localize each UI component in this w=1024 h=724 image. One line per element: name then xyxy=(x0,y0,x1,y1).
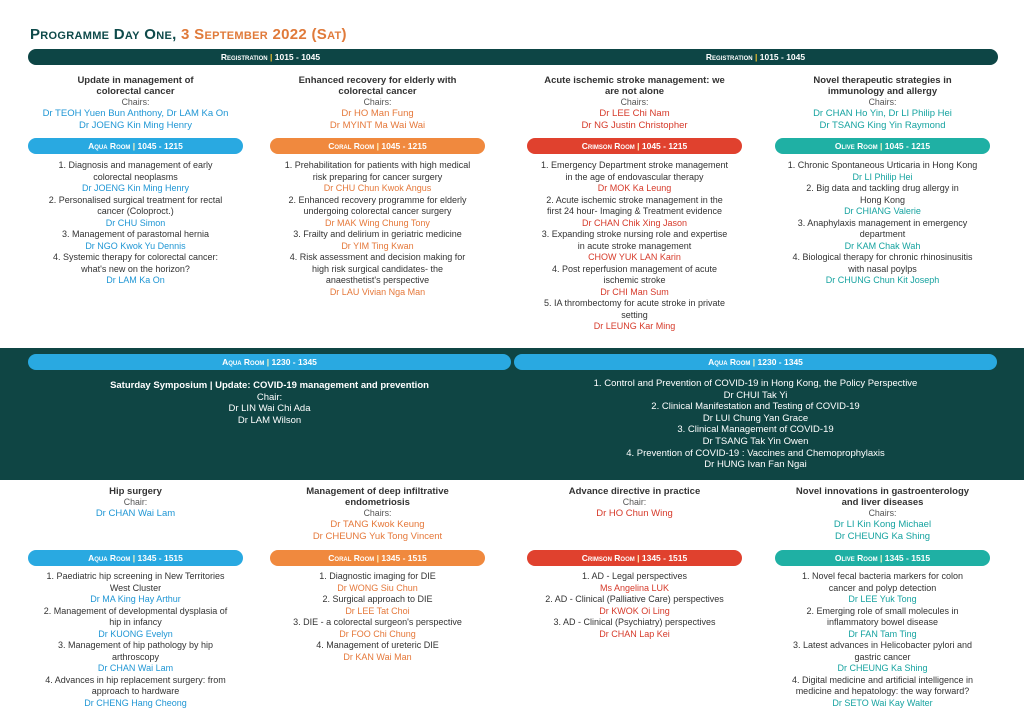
talk-title-line: approach to hardware xyxy=(91,686,180,696)
session-title-line: endometriosis xyxy=(345,497,410,508)
talk-speaker: Dr MOK Ka Leung xyxy=(597,183,672,193)
room-label: Crimson Room xyxy=(581,141,635,151)
room-time: 1045 - 1215 xyxy=(641,141,688,151)
symposium-info xyxy=(28,380,511,426)
room-label: Coral Room xyxy=(328,553,375,563)
chairs-label: Chair: xyxy=(123,497,148,507)
talk-speaker: Dr SETO Wai Kay Walter xyxy=(832,697,933,708)
talk-speaker: Dr WONG Siu Chun xyxy=(337,582,418,593)
talk-speaker: Dr KAM Chak Wah xyxy=(844,240,921,251)
chair-name: Dr CHAN Wai Lam xyxy=(95,508,176,519)
talk-title-line: 4. Biological therapy for chronic rhinosinusitis xyxy=(792,252,973,262)
talk-speaker: CHOW YUK LAN Karin xyxy=(588,252,681,262)
room-bar xyxy=(270,138,485,154)
chairs-label: Chairs: xyxy=(363,97,392,107)
session-header xyxy=(775,75,990,131)
talk-title-line: undergoing colorectal cancer surgery xyxy=(303,206,452,216)
symposium-speaker-2: Dr LUI Chung Yan Grace xyxy=(702,412,809,424)
talk-title-line: risk preparing for cancer surgery xyxy=(312,171,443,182)
chair-name: Dr HO Chun Wing xyxy=(596,508,673,519)
symposium-talk-3: 3. Clinical Management of COVID-19 xyxy=(677,424,834,436)
room-time: 1230 - 1345 xyxy=(271,357,317,367)
talk-speaker: Dr KUONG Evelyn xyxy=(98,628,173,639)
talk-title-line: 1. Novel fecal bacteria markers for colon xyxy=(801,571,964,581)
chair-name: Dr CHEUNG Ka Shing xyxy=(834,530,931,542)
talk-speaker: Dr CHEUNG Ka Shing xyxy=(837,663,928,673)
registration-label: Registration xyxy=(220,52,268,62)
talk-speaker: Dr CHAN Lap Kei xyxy=(599,628,670,639)
talk-speaker: Dr CHI Man Sum xyxy=(600,286,669,297)
session-header xyxy=(28,75,243,131)
chair-name: Dr TANG Kwok Keung xyxy=(330,519,425,530)
talk-title-line: 3. Frailty and delirium in geriatric medicine xyxy=(293,229,462,239)
chair-name: Dr MYINT Ma Wai Wai xyxy=(329,119,426,131)
talk-title-line: 4. Management of ureteric DIE xyxy=(316,640,439,650)
chair-name: Dr JOENG Kin Ming Henry xyxy=(79,119,192,131)
symposium-speaker-4: Dr HUNG Ivan Fan Ngai xyxy=(704,459,807,471)
session-title-line: Novel therapeutic strategies in xyxy=(813,75,952,86)
room-time: 1345 - 1515 xyxy=(884,553,931,563)
talk-title-line: 2. Surgical approach to DIE xyxy=(322,594,433,604)
talk-title-line: 3. Management of parastomal hernia xyxy=(61,229,210,239)
talk-title-line: 1. AD - Legal perspectives xyxy=(581,571,688,581)
talk-speaker: Dr KWOK Oi Ling xyxy=(599,605,670,616)
talk-title-line: in the age of endovascular therapy xyxy=(565,171,704,182)
talk-title-line: department xyxy=(859,229,906,239)
symposium-room-bar-right: Aqua Room | 1230 - 1345 xyxy=(514,354,997,370)
symposium-talk-4: 4. Prevention of COVID-19 : Vaccines and Chemoprophylaxis xyxy=(626,447,885,459)
talk-title-line: 4. Risk assessment and decision making for xyxy=(289,252,466,262)
room-time: 1045 - 1215 xyxy=(381,141,427,151)
chairs-label: Chairs: xyxy=(121,97,150,107)
talk-list xyxy=(264,160,491,298)
room-label: Aqua Room xyxy=(88,553,131,563)
talk-speaker: Dr LAU Vivian Nga Man xyxy=(329,286,426,297)
talk-speaker: Dr LI Philip Hei xyxy=(852,171,913,182)
talk-speaker: Dr NGO Kwok Yu Dennis xyxy=(85,240,186,251)
room-time: 1045 - 1215 xyxy=(884,141,931,151)
talk-title-line: in acute stroke management xyxy=(577,240,692,251)
chair-name: Dr TSANG King Yin Raymond xyxy=(819,119,946,131)
talk-title-line: 4. Advances in hip replacement surgery: from xyxy=(45,674,226,685)
session-title-line: immunology and allergy xyxy=(827,86,938,97)
talk-list xyxy=(769,571,996,709)
room-bar xyxy=(527,550,742,566)
symposium-title: Saturday Symposium | Update: COVID-19 management and prevention xyxy=(110,380,429,391)
room-bar xyxy=(527,138,742,154)
symposium-chair-2: Dr LAM Wilson xyxy=(237,414,302,426)
room-separator: | xyxy=(374,553,382,563)
session-title-line: colorectal cancer xyxy=(338,86,417,97)
symposium-chair-1: Dr LIN Wai Chi Ada xyxy=(228,403,311,415)
talk-title-line: 3. Expanding stroke nursing role and expertise xyxy=(541,229,728,239)
talk-title-line: first 24 hour- Imaging & Treatment evidence xyxy=(546,206,723,216)
talk-title-line: 4. Systemic therapy for colorectal cancer: xyxy=(52,252,219,262)
talk-title-line: West Cluster xyxy=(109,582,162,593)
talk-title-line: 2. Management of developmental dysplasia of xyxy=(43,605,228,616)
session-title-line: Update in management of xyxy=(77,75,194,86)
talk-title-line: ischemic stroke xyxy=(603,275,666,285)
session-title-line: Hip surgery xyxy=(109,486,162,497)
session-header xyxy=(270,486,485,542)
room-separator: | xyxy=(877,553,885,563)
room-label: Aqua Room xyxy=(708,357,751,367)
room-bar xyxy=(775,550,990,566)
talk-title-line: what's new on the horizon? xyxy=(81,263,190,274)
chair-name: Dr CHEUNG Yuk Tong Vincent xyxy=(312,530,443,542)
session-title-line: colorectal cancer xyxy=(96,86,175,97)
session-header xyxy=(775,486,990,542)
chair-name: Dr HO Man Fung xyxy=(341,108,414,119)
talk-list xyxy=(22,160,249,287)
symposium-speaker-3: Dr TSANG Tak Yin Owen xyxy=(702,435,809,447)
talk-title-line: 5. IA thrombectomy for acute stroke in private xyxy=(543,298,726,308)
session-title-line: are not alone xyxy=(604,86,665,97)
room-time: 1345 - 1515 xyxy=(381,553,427,563)
symposium-chair-label: Chair: xyxy=(256,391,283,403)
talk-title-line: 2. AD - Clinical (Palliative Care) perspectives xyxy=(545,594,724,604)
room-time: 1345 - 1515 xyxy=(137,553,183,563)
chair-name: Dr NG Justin Christopher xyxy=(581,119,688,131)
talk-speaker: Ms Angelina LUK xyxy=(599,582,670,593)
room-separator: | xyxy=(634,141,642,151)
room-time: 1230 - 1345 xyxy=(757,357,803,367)
talk-title-line: Hong Kong xyxy=(859,194,906,205)
chairs-label: Chairs: xyxy=(363,508,392,518)
session-title-line: Acute ischemic stroke management: we xyxy=(544,75,725,86)
room-separator: | xyxy=(374,141,382,151)
talk-title-line: 3. AD - Clinical (Psychiatry) perspectives xyxy=(553,617,716,627)
talk-title-line: 4. Digital medicine and artificial intelligence in xyxy=(791,674,974,685)
talk-title-line: cancer (Coloproct.) xyxy=(97,206,174,216)
session-title-line: Enhanced recovery for elderly with xyxy=(298,75,457,86)
chairs-label: Chairs: xyxy=(868,508,897,518)
talk-title-line: 1. Chronic Spontaneous Urticaria in Hong Kong xyxy=(787,160,978,170)
talk-title-line: 4. Post reperfusion management of acute xyxy=(551,263,718,274)
symposium-speaker-1: Dr CHUI Tak Yi xyxy=(723,389,788,401)
talk-title-line: with nasal poylps xyxy=(848,263,917,274)
room-label: Aqua Room xyxy=(88,141,131,151)
talk-speaker: Dr LAM Ka On xyxy=(106,275,165,285)
talk-title-line: 1. Diagnosis and management of early xyxy=(58,160,213,170)
room-label: Aqua Room xyxy=(222,357,265,367)
talk-title-line: 3. Anaphylaxis management in emergency xyxy=(797,217,968,228)
room-label: Crimson Room xyxy=(581,553,635,563)
talk-title-line: 3. Management of hip pathology by hip xyxy=(57,640,214,650)
room-label: Olive Room xyxy=(834,553,878,563)
talk-title-line: 1. Diagnostic imaging for DIE xyxy=(319,571,436,581)
room-bar xyxy=(28,138,243,154)
session-header xyxy=(270,75,485,131)
talk-list xyxy=(22,571,249,709)
symposium-talk-2: 2. Clinical Manifestation and Testing of COVID-19 xyxy=(651,401,860,413)
title-date: 3 September 2022 (Sat) xyxy=(181,26,347,43)
talk-speaker: Dr JOENG Kin Ming Henry xyxy=(81,183,190,193)
room-separator: | xyxy=(130,141,138,151)
talk-speaker: Dr FAN Tam Ting xyxy=(848,628,917,639)
talk-list xyxy=(521,160,748,333)
talk-speaker: Dr MA King Hay Arthur xyxy=(90,594,181,604)
talk-title-line: 2. Enhanced recovery programme for elderly xyxy=(288,194,467,205)
page-title xyxy=(30,26,347,43)
talk-title-line: 3. DIE - a colorectal surgeon's perspective xyxy=(293,617,462,627)
room-time: 1045 - 1215 xyxy=(137,141,183,151)
symposium-talk-1: 1. Control and Prevention of COVID-19 in Hong Kong, the Policy Perspective xyxy=(593,378,918,389)
registration-left: Registration | 1015 - 1045 xyxy=(220,52,321,62)
session-header xyxy=(527,486,742,520)
talk-speaker: Dr YIM Ting Kwan xyxy=(341,240,414,251)
room-bar xyxy=(28,550,243,566)
talk-title-line: medicine and hepatology: the way forward? xyxy=(795,686,970,696)
session-header xyxy=(28,486,243,520)
talk-title-line: 3. Latest advances in Helicobacter pylori and xyxy=(792,640,973,650)
symposium-talks xyxy=(514,378,997,471)
session-title-line: Advance directive in practice xyxy=(568,486,701,497)
talk-title-line: hip in infancy xyxy=(109,617,162,627)
talk-title-line: arthroscopy xyxy=(111,651,160,662)
talk-speaker: Dr MAK Wing Chung Tony xyxy=(325,217,430,228)
talk-list xyxy=(521,571,748,640)
chairs-label: Chairs: xyxy=(620,97,649,107)
talk-title-line: 2. Big data and tackling drug allergy in xyxy=(806,183,959,193)
talk-speaker: Dr CHUNG Chun Kit Joseph xyxy=(825,275,940,285)
room-separator: | xyxy=(130,553,138,563)
talk-speaker: Dr FOO Chi Chung xyxy=(339,628,416,639)
room-label: Coral Room xyxy=(328,141,375,151)
chair-name: Dr LI Kin Kong Michael xyxy=(833,519,932,530)
talk-speaker: Dr LEUNG Kar Ming xyxy=(593,321,676,331)
registration-label: Registration xyxy=(705,52,753,62)
registration-right: Registration | 1015 - 1045 xyxy=(705,52,806,62)
talk-title-line: high risk surgical candidates- the xyxy=(311,263,444,274)
session-header xyxy=(527,75,742,131)
room-separator: | xyxy=(634,553,642,563)
registration-time: 1015 - 1045 xyxy=(759,52,806,62)
talk-title-line: 2. Acute ischemic stroke management in the xyxy=(546,194,723,205)
talk-title-line: colorectal neoplasms xyxy=(93,171,178,182)
chairs-label: Chairs: xyxy=(868,97,897,107)
talk-speaker: Dr CHU Chun Kwok Angus xyxy=(323,183,432,193)
talk-list xyxy=(264,571,491,663)
talk-title-line: inflammatory bowel disease xyxy=(826,617,939,627)
talk-list xyxy=(769,160,996,287)
talk-speaker: Dr CHAN Wai Lam xyxy=(97,663,174,673)
talk-title-line: 2. Personalised surgical treatment for rectal xyxy=(48,194,223,205)
session-title-line: Novel innovations in gastroenterology xyxy=(795,486,970,497)
talk-speaker: Dr KAN Wai Man xyxy=(343,651,412,662)
symposium-room-bar-left: Aqua Room | 1230 - 1345 xyxy=(28,354,511,370)
room-bar xyxy=(270,550,485,566)
title-prefix: Programme Day One, xyxy=(30,26,177,43)
talk-speaker: Dr CHU Simon xyxy=(105,217,166,228)
talk-title-line: 1. Emergency Department stroke management xyxy=(540,160,729,170)
room-separator: | xyxy=(877,141,885,151)
talk-title-line: 1. Prehabilitation for patients with high medical xyxy=(284,160,471,170)
chair-name: Dr TEOH Yuen Bun Anthony, Dr LAM Ka On xyxy=(42,108,229,119)
talk-title-line: cancer and polyp detection xyxy=(828,582,937,593)
registration-time: 1015 - 1045 xyxy=(274,52,321,62)
talk-speaker: Dr LEE Yuk Tong xyxy=(848,594,917,604)
room-bar xyxy=(775,138,990,154)
chairs-label: Chair: xyxy=(622,497,647,507)
room-label: Olive Room xyxy=(834,141,878,151)
talk-title-line: setting xyxy=(621,309,648,320)
talk-speaker: Dr CHAN Chik Xing Jason xyxy=(581,217,688,228)
session-title-line: Management of deep infiltrative xyxy=(306,486,449,497)
chair-name: Dr CHAN Ho Yin, Dr LI Philip Hei xyxy=(813,108,952,119)
room-time: 1345 - 1515 xyxy=(641,553,688,563)
talk-title-line: 1. Paediatric hip screening in New Territories xyxy=(46,571,225,581)
chair-name: Dr LEE Chi Nam xyxy=(599,108,670,119)
session-title-line: and liver diseases xyxy=(841,497,924,508)
talk-speaker: Dr CHIANG Valerie xyxy=(844,206,921,216)
talk-title-line: gastric cancer xyxy=(854,651,911,662)
talk-title-line: 2. Emerging role of small molecules in xyxy=(806,605,959,616)
talk-speaker: Dr LEE Tat Choi xyxy=(345,605,410,616)
talk-title-line: anaesthetist's perspective xyxy=(325,275,430,285)
talk-speaker: Dr CHENG Hang Cheong xyxy=(84,697,187,708)
